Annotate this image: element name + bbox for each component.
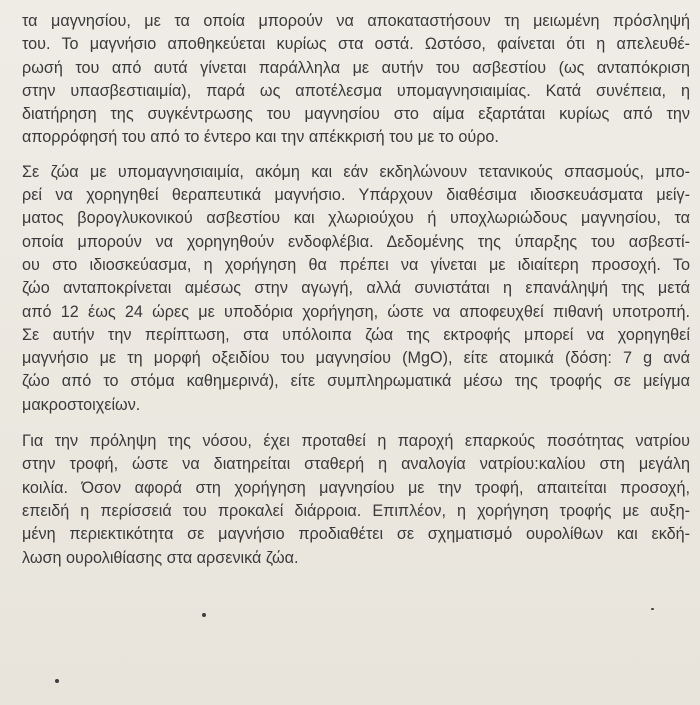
text-line: απορρόφησή του από το έντερο και την απέκκρισή του με το ούρο.	[22, 128, 499, 147]
text-line: Σε αυτήν την περίπτωση, στα υπόλοιπα ζώα της εκτροφής μπορεί να χορηγηθεί	[22, 325, 690, 344]
ink-speck	[202, 613, 206, 617]
text-line: μένη περιεκτικότητα σε μαγνήσιο προδιαθέτει σε σχηματισμό ουρολίθων και εκδή-	[22, 525, 690, 544]
paragraph-1	[22, 10, 690, 150]
text-line: στην τροφή, ώστε να διατηρείται σταθερή η αναλογία νατρίου:καλίου στη μεγάλη	[22, 455, 690, 474]
text-line: τα μαγνησίου, με τα οποία μπορούν να αποκαταστήσουν τη μειωμένη πρόσληψή	[22, 12, 690, 30]
text-line: στην υπασβεστιαιμία), παρά ως αποτέλεσμα υπομαγνησιαιμίας. Κατά συνέπεια, η	[22, 81, 690, 100]
text-line: οποία μπορούν να χορηγηθούν ενδοφλέβια. Δεδομένης της ύπαρξης του ασβεστί-	[22, 232, 690, 251]
text-line: ρωσή του από αυτά γίνεται παράλληλα με αυτήν του ασβεστίου (ως ανταπόκριση	[22, 58, 690, 77]
text-line: Σε ζώα με υπομαγνησιαιμία, ακόμη και εάν εκδηλώνουν τετανικούς σπασμούς, μπο-	[22, 162, 690, 181]
text-line: από 12 έως 24 ώρες με υποδόρια χορήγηση, ώστε να αποφευχθεί πιθανή υποτροπή.	[22, 302, 690, 321]
text-line: ζώο από το στόμα καθημερινά), είτε συμπληρωματικά μέσω της τροφής σε μείγμα	[22, 372, 690, 391]
text-line: λωση ουρολιθίασης στα αρσενικά ζώα.	[22, 548, 299, 567]
ink-speck	[651, 608, 654, 610]
text-line: κοιλία. Όσον αφορά στη χορήγηση μαγνησίου με την τροφή, απαιτείται προσοχή,	[22, 478, 690, 497]
text-line: του. Το μαγνήσιο αποθηκεύεται κυρίως στα οστά. Ωστόσο, φαίνεται ότι η απελευθέ-	[22, 35, 690, 54]
paragraph-3	[22, 430, 690, 570]
text-line: διατήρηση της συγκέντρωσης του μαγνησίου στο αίμα εξαρτάται κυρίως από την	[22, 105, 690, 124]
text-line: μακροστοιχείων.	[22, 395, 141, 414]
paragraph-2	[22, 161, 690, 417]
text-line: ρεί να χορηγηθεί θεραπευτικά μαγνήσιο. Υπάρχουν διαθέσιμα ιδιοσκευάσματα μείγ-	[22, 186, 690, 205]
text-line: επειδή η περίσσειά του προκαλεί διάρροια. Επιπλέον, η χορήγηση τροφής με αυξη-	[22, 501, 690, 520]
text-line: ματος βορογλυκονικού ασβεστίου και χλωριούχου ή υποχλωριώδους μαγνησίου, τα	[22, 209, 690, 228]
ink-speck	[55, 679, 59, 683]
body-text	[22, 10, 690, 570]
text-line: μαγνήσιο με τη μορφή οξειδίου του μαγνησίου (MgO), είτε ατομικά (δόση: 7 g ανά	[22, 349, 690, 368]
paragraph-gap	[22, 150, 690, 161]
text-line: Για την πρόληψη της νόσου, έχει προταθεί η παροχή επαρκούς ποσότητας νατρίου	[22, 432, 690, 451]
paragraph-gap	[22, 417, 690, 430]
text-line: ου στο ιδιοσκεύασμα, η χορήγηση θα πρέπει να γίνεται με ιδιαίτερη προσοχή. Το	[22, 255, 690, 274]
text-line: ζώο ανταποκρίνεται αμέσως στην αγωγή, αλλά συνιστάται η επανάληψή της μετά	[22, 279, 690, 298]
